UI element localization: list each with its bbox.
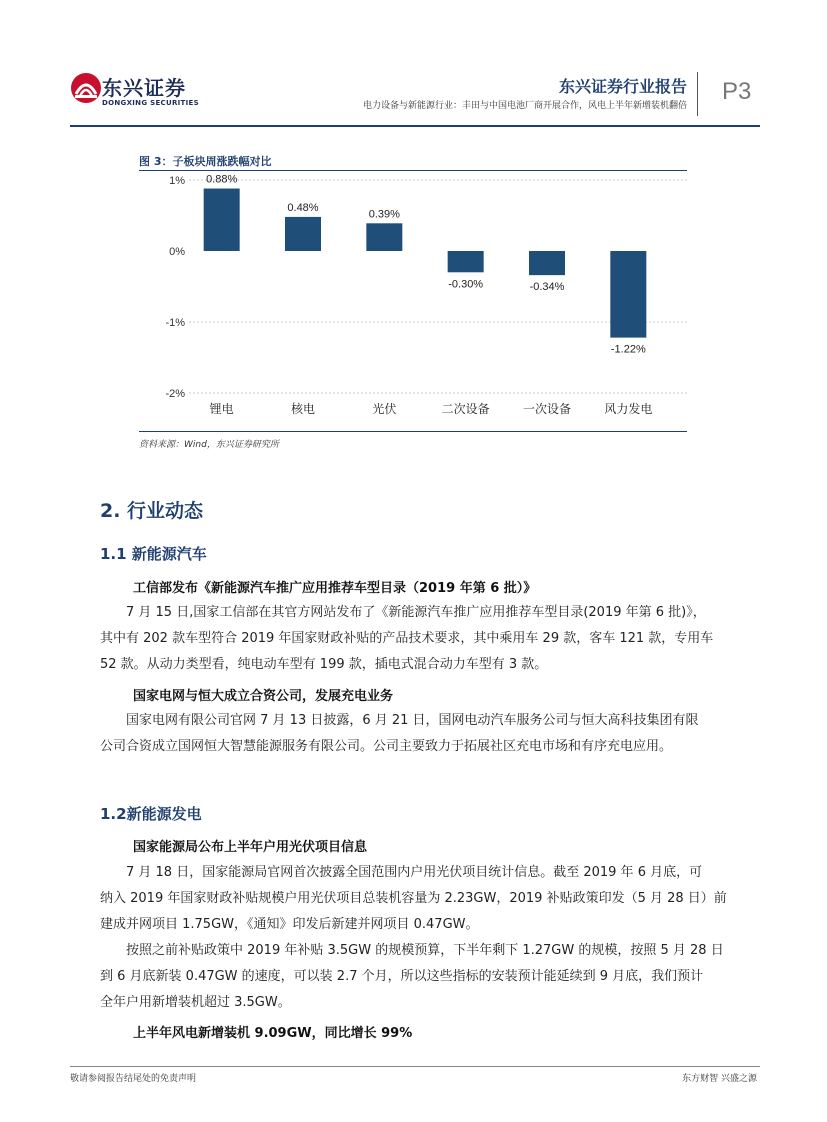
bar: [366, 223, 402, 251]
x-category-label: 风力发电: [604, 402, 653, 416]
bar-value-label: 0.88%: [206, 173, 238, 186]
x-category-label: 光伏: [372, 402, 397, 416]
header-rule: [70, 125, 760, 127]
bar-value-label: 0.48%: [287, 201, 319, 214]
y-tick-label: 0%: [169, 246, 185, 258]
bar: [529, 251, 565, 275]
x-category-label: 核电: [290, 402, 316, 416]
bar-value-label: -1.22%: [610, 343, 646, 356]
bar: [285, 217, 321, 251]
bar-chart: [139, 172, 687, 430]
x-category-label: 锂电: [209, 402, 234, 416]
paragraph-line: 国家电网有限公司官网 7 月 13 日披露，6 月 21 日，国网电动汽车服务公司与恒大高科技集团有限: [126, 713, 699, 728]
logo-english-name: DONGXING SECURITIES: [102, 99, 199, 107]
footer-slogan: 东方财智 兴盛之源: [682, 1074, 757, 1084]
dongxing-logo-icon: [70, 70, 102, 106]
x-category-label: 一次设备: [522, 402, 572, 416]
news-title-miit: 工信部发布《新能源汽车推广应用推荐车型目录（2019 年第 6 批）》: [133, 581, 537, 596]
page-number: P3: [722, 78, 752, 105]
news-title-wind: 上半年风电新增装机 9.09GW，同比增长 99%: [133, 1026, 413, 1041]
figure-source: 资料来源：Wind，东兴证券研究所: [139, 440, 279, 450]
section-title: 2. 行业动态: [100, 500, 204, 522]
news-paragraph-nea: [100, 860, 762, 938]
header-divider: [697, 72, 698, 116]
paragraph-line: 7 月 15 日,国家工信部在其官方网站发布了《新能源汽车推广应用推荐车型目录(2019 年第 6 批)》，: [126, 605, 706, 620]
y-tick-label: 1%: [169, 175, 185, 187]
subsection-title-ev: 1.1 新能源汽车: [100, 545, 207, 563]
paragraph-line: 其中有 202 款车型符合 2019 年国家财政补贴的产品技术要求，其中乘用车 29 款，客车 121 款，专用车: [100, 631, 714, 646]
paragraph-line: 建成并网项目 1.75GW，《通知》印发后新建并网项目 0.47GW。: [100, 917, 479, 932]
y-tick-label: -1%: [165, 317, 185, 329]
paragraph-line: 按照之前补贴政策中 2019 年补贴 3.5GW 的规模预算，下半年剩下 1.27GW 的规模，按照 5 月 28 日: [126, 943, 724, 958]
subsection-title-renewables: 1.2新能源发电: [100, 805, 202, 823]
bar-value-label: -0.30%: [448, 278, 484, 291]
paragraph-line: 纳入 2019 年国家财政补贴规模户用光伏项目总装机容量为 2.23GW，2019 补贴政策印发（5 月 28 日）前: [100, 891, 727, 906]
paragraph-line: 7 月 18 日，国家能源局官网首次披露全国范围内户用光伏项目统计信息。截至 2019 年 6 月底，可: [126, 865, 703, 880]
bar-value-label: 0.39%: [368, 208, 400, 221]
bar: [610, 251, 646, 338]
news-title-state-grid: 国家电网与恒大成立合资公司，发展充电业务: [133, 689, 394, 704]
news-paragraph-miit: [100, 600, 762, 678]
report-subtitle: 电力设备与新能源行业：丰田与中国电池厂商开展合作，风电上半年新增装机翻倍: [362, 101, 687, 111]
bar: [448, 251, 484, 272]
figure-bottom-rule: [139, 431, 687, 432]
footer-disclaimer: 敬请参阅报告结尾处的免责声明: [70, 1074, 197, 1084]
report-title: 东兴证券行业报告: [558, 77, 687, 96]
bar: [204, 189, 240, 251]
figure-top-rule: [139, 170, 687, 171]
paragraph-line: 全年户用新增装机超过 3.5GW。: [100, 995, 291, 1010]
bar-value-label: -0.34%: [529, 281, 565, 294]
paragraph-line: 52 款。从动力类型看，纯电动车型有 199 款，插电式混合动力车型有 3 款。: [100, 657, 548, 672]
footer-rule: [70, 1066, 760, 1067]
paragraph-line: 到 6 月底新装 0.47GW 的速度，可以装 2.7 个月，所以这些指标的安装预计能延续到 9 月底，我们预计: [100, 969, 704, 984]
logo-chinese-name: 东兴证券: [102, 76, 186, 100]
news-paragraph-state-grid: [100, 708, 762, 760]
paragraph-line: 公司合资成立国网恒大智慧能源服务有限公司。公司主要致力于拓展社区充电市场和有序充电应用。: [100, 739, 673, 754]
figure-title: 图 3：子板块周涨跌幅对比: [139, 155, 272, 168]
x-category-label: 二次设备: [441, 402, 490, 416]
news-title-nea: 国家能源局公布上半年户用光伏项目信息: [133, 840, 368, 855]
y-tick-label: -2%: [165, 388, 185, 400]
news-paragraph-nea-2: [100, 938, 762, 1016]
